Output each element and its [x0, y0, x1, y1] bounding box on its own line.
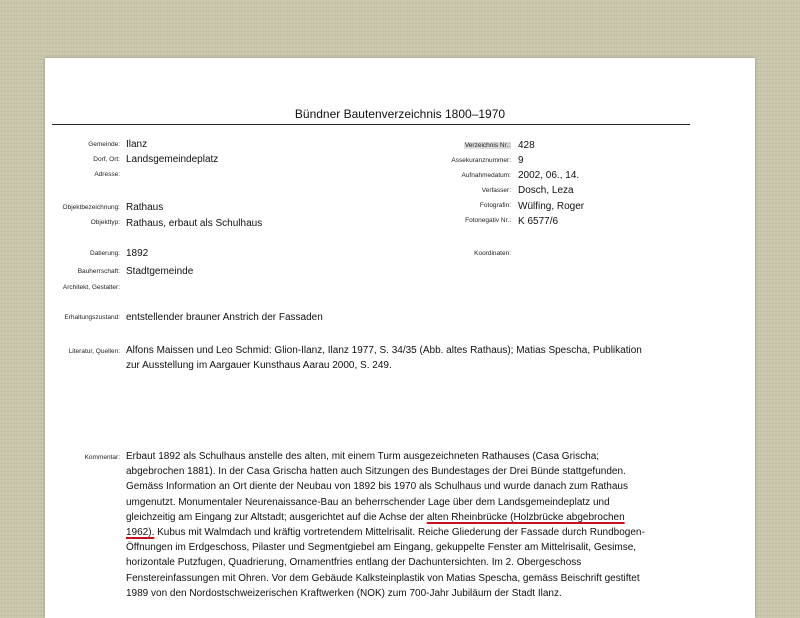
kommentar-text-span: Kubus mit Walmdach und kräftig vortretendem Mittelrisalit. Reiche Gliederung der Fassade durch Rundbogen-	[154, 526, 645, 538]
label-dorf-ort: Dorf, Ort:	[93, 156, 120, 163]
value-aufnahmedatum: 2002, 06., 14.	[518, 170, 580, 181]
value-erhaltungszustand: entstellender brauner Anstrich der Fassaden	[126, 312, 323, 323]
kommentar-line: Öffnungen im Erdgeschoss, Pilaster und Segmentgiebel am Eingang, gekuppelte Fenster am Mittelrisalit, Gesimse,	[126, 542, 637, 554]
value-objekttyp: Rathaus, erbaut als Schulhaus	[126, 218, 263, 229]
red-underlined-text: 1962).	[126, 526, 155, 538]
value-fotonegativ-nr: K 6577/6	[518, 216, 559, 227]
label-verfasser: Verfasser:	[481, 187, 511, 194]
literatur-line: zur Ausstellung im Aargauer Kunsthaus Aarau 2000, S. 249.	[126, 360, 392, 372]
label-gemeinde: Gemeinde:	[88, 141, 120, 148]
label-koordinaten: Koordinaten:	[474, 250, 511, 257]
value-datierung: 1892	[126, 248, 149, 259]
kommentar-line	[126, 510, 645, 525]
label-kommentar: Kommentar:	[84, 454, 120, 461]
label-verzeichnis-nr: Verzeichnis Nr.:	[464, 142, 510, 149]
red-underlined-text: alten Rheinbrücke (Holzbrücke abgebrochen	[426, 511, 625, 523]
value-assekuranznummer: 9	[518, 155, 524, 166]
label-datierung: Datierung:	[90, 250, 120, 257]
kommentar-line: 1989 von den Nordostschweizerischen Kraftwerken (NOK) zum 700-Jahr Jubiläum der Stadt Ilanz.	[126, 587, 562, 599]
label-fotografin: Fotografin:	[479, 202, 511, 209]
literatur-line: Alfons Maissen und Leo Schmid: Glion-Ilanz, Ilanz 1977, S. 34/35 (Abb. altes Rathaus); Matias Spescha, Publikation	[126, 345, 642, 356]
kommentar-line: Gemäss Information an Ort diente der Neubau von 1892 bis 1970 als Schulhaus und wurde danach zum Rathaus	[126, 481, 628, 493]
value-verzeichnis-nr: 428	[518, 140, 535, 151]
value-objektbezeichnung: Rathaus	[126, 202, 164, 213]
label-objektbezeichnung: Objektbezeichnung:	[62, 204, 120, 211]
kommentar-line: umgenutzt. Monumentaler Neurenaissance-Bau an beherrschender Lage über dem Landsgemeindeplatz und	[126, 496, 610, 508]
kommentar-line	[126, 525, 645, 540]
kommentar-line: horizontale Putzfugen, Quadrierung, Ornamentfries entlang der Dachuntersichten. Im 2. Obergeschoss	[126, 557, 582, 569]
label-adresse: Adresse:	[94, 171, 120, 178]
label-architekt: Architekt, Gestalter:	[62, 284, 120, 291]
label-bauherrschaft: Bauherrschaft:	[77, 268, 120, 275]
value-gemeinde: Ilanz	[126, 139, 148, 150]
kommentar-text-span: gleichzeitig am Eingang zur Altstadt; ausgerichtet auf die Achse der	[126, 511, 427, 523]
document-page	[45, 58, 755, 618]
value-verfasser: Dosch, Leza	[518, 185, 574, 196]
value-bauherrschaft: Stadtgemeinde	[126, 266, 194, 277]
document-title: Bündner Bautenverzeichnis 1800–1970	[294, 107, 506, 121]
kommentar-line: Erbaut 1892 als Schulhaus anstelle des alten, mit einem Turm ausgezeichneten Rathauses (Casa Grischa;	[126, 451, 600, 462]
label-erhaltungszustand: Erhaltungszustand:	[64, 314, 120, 321]
label-aufnahmedatum: Aufnahmedatum:	[461, 172, 511, 179]
literatur-text	[126, 343, 642, 373]
label-literatur: Literatur, Quellen:	[68, 348, 120, 355]
kommentar-line: abgebrochen 1881). In der Casa Grischa hatten auch Sitzungen des Bundestages der Drei Bünde stattgefunden.	[126, 466, 626, 478]
kommentar-line: Fenstereinfassungen mit Ohren. Vor dem Gebäude Kalksteinplastik von Matias Spescha, gemäss Beischrift gestiftet	[126, 572, 640, 584]
value-dorf-ort: Landsgemeindeplatz	[126, 154, 219, 165]
label-objekttyp: Objekttyp:	[90, 219, 120, 226]
label-assekuranznummer: Assekuranznummer:	[451, 157, 511, 164]
value-fotografin: Wülfing, Roger	[518, 201, 585, 212]
kommentar-text	[126, 449, 645, 601]
title-divider	[52, 124, 690, 125]
label-fotonegativ-nr: Fotonegativ Nr.:	[465, 217, 511, 224]
